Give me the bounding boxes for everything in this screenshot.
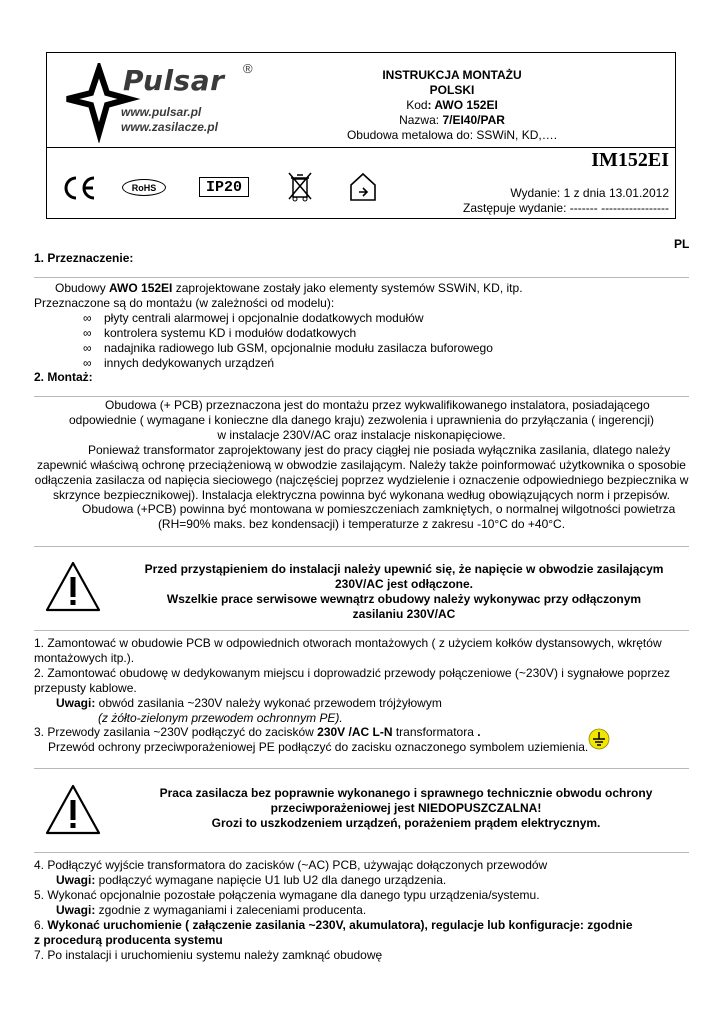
step7-line: 7. Po instalacji i uruchomieniu systemu należy zamknąć obudowę [34, 948, 383, 962]
step4-note [56, 873, 446, 888]
step2-line1: 2. Zamontować obudowę w dedykowanym miejscu i doprowadzić przewody połączeniowe (~230V) i sygnałowe poprzez [34, 666, 670, 680]
crossed-bin-weee-icon [287, 171, 313, 203]
warning2-line: Praca zasilacza bez poprawnie wykonanego i sprawnego technicznie obwodu ochrony [159, 786, 653, 800]
warning1-line: zasilaniu 230V/AC [352, 607, 456, 621]
step2-note [56, 696, 442, 711]
warning2-rule-bottom [34, 852, 689, 853]
logo-url-zasilacze: www.zasilacze.pl [121, 120, 218, 134]
step3-dot: . [477, 725, 481, 739]
language-code: PL [674, 237, 690, 251]
step2-note-italic: (z żółto-zielonym przewodem ochronnym PE). [98, 711, 343, 725]
section2-title: 2. Montaż: [34, 370, 93, 384]
name-value: 7/EI40/PAR [442, 113, 505, 127]
bullet-icon: ∞ [83, 311, 92, 325]
logo-registered-mark: ® [243, 61, 253, 76]
section2-line: Obudowa (+ PCB) przeznaczona jest do montażu przez wykwalifikowanego instalatora, posiadającego [105, 398, 650, 412]
step3-post: transformatora [392, 725, 478, 739]
edition-info: Wydanie: 1 z dnia 13.01.2012 [510, 186, 669, 200]
section2-line: Ponieważ transformator zaprojektowany jest do pracy ciągłej nie posiada wyłącznika zasilania, dlatego należy [88, 443, 671, 457]
list-item: kontrolera systemu KD i modułów dodatkowych [104, 326, 357, 340]
warning1-rule-bottom [34, 630, 689, 631]
section2-line: odpowiednie ( wymagane i konieczne dla danego kraju) zezwolenia i uprawnienia do przyłączania ( ingerencji) [69, 413, 654, 427]
section1-intro2: Przeznaczone są do montażu (w zależności od modelu): [34, 296, 335, 310]
step5-line: 5. Wykonać opcjonalnie pozostałe połączenia wymagane dla danego typu urządzenia/systemu. [34, 888, 540, 902]
section2-line: (RH=90% maks. bez kondensacji) i temperaturze z zakresu -10°C do +40°C. [157, 517, 566, 531]
note-label: Uwagi: [56, 903, 96, 917]
section2-line: odłączenia zasilacza od napięcia sieciowego (najczęściej poprzez wydzielenie i oznaczenie odpowiedniego bezpiecznika w [34, 473, 689, 487]
section2-line: w instalacje 230V/AC oraz instalacje niskonapięciowe. [217, 428, 506, 442]
header-code [262, 98, 642, 113]
section2-line: skrzynce bezpiecznikowej). Instalacja elektryczna powinna być wykonana według obowiązujących norm i przepisów. [53, 488, 670, 502]
section2-rule [34, 396, 689, 397]
warning2-line: przeciwporażeniowej jest NIEDOPUSZCZALNA! [270, 801, 542, 815]
list-item: płyty centrali alarmowej i opcjonalnie dodatkowych modułów [104, 311, 424, 325]
step2-line2: przepusty kablowe. [34, 681, 137, 695]
step4-line: 4. Podłączyć wyjście transformatora do zacisków (~AC) PCB, używając dołączonych przewodów [34, 858, 548, 872]
warning-triangle-icon [44, 560, 102, 614]
step3-line1 [34, 725, 481, 740]
header-title: INSTRUKCJA MONTAŻU [382, 68, 522, 82]
warning-triangle-icon [44, 783, 102, 837]
step3-line2: Przewód ochrony przeciwporażeniowej PE podłączyć do zacisku oznaczonego symbolem uziemienia. [48, 740, 589, 754]
product-code: AWO 152EI [109, 281, 173, 295]
code-label: Kod [406, 98, 428, 112]
name-label: Nazwa: [399, 113, 443, 127]
step6-number: 6. [34, 918, 48, 932]
step5-note [56, 903, 366, 918]
logo-brand: Pulsar [123, 64, 225, 97]
warning1-line: 230V/AC jest odłączone. [334, 577, 474, 591]
warning2-rule-top [34, 768, 689, 769]
step1-line2: montażowych itp.). [34, 651, 135, 665]
warning1-rule-top [34, 546, 689, 547]
section2-line: Obudowa (+PCB) powinna być montowana w pomieszczeniach zamkniętych, o normalnej wilgotności powietrza [82, 502, 676, 516]
bullet-icon: ∞ [83, 356, 92, 370]
step6-line1 [34, 918, 633, 933]
step3-pre: 3. Przewody zasilania ~230V podłączyć do zacisków [34, 725, 318, 739]
note-text: zgodnie z wymaganiami i zaleceniami producenta. [95, 903, 367, 917]
warning1-line: Przed przystąpieniem do instalacji należy upewnić się, że napięcie w obwodzie zasilającym [144, 562, 664, 576]
document-code: IM152EI [591, 149, 669, 171]
note-text: obwód zasilania ~230V należy wykonać przewodem trójżyłowym [95, 696, 442, 710]
indoor-use-house-icon [347, 171, 379, 203]
header-name [262, 113, 642, 128]
step6-text: Wykonać uruchomienie ( załączenie zasilania ~230V, akumulatora), regulacje lub konfiguracje: zgodnie [47, 918, 633, 932]
step3-terminals: 230V /AC L-N [317, 725, 393, 739]
header-language: POLSKI [429, 83, 475, 97]
logo-url-pulsar: www.pulsar.pl [121, 105, 202, 119]
note-text: podłączyć wymagane napięcie U1 lub U2 dla danego urządzenia. [95, 873, 447, 887]
intro-pre: Obudowy [55, 281, 110, 295]
section1-title: 1. Przeznaczenie: [34, 251, 134, 265]
intro-post: zaprojektowane zostały jako elementy systemów SSWiN, KD, itp. [172, 281, 523, 295]
code-value: : AWO 152EI [427, 98, 498, 112]
section1-intro [55, 281, 523, 296]
list-item: nadajnika radiowego lub GSM, opcjonalnie modułu zasilacza buforowego [104, 341, 493, 355]
step1-line1: 1. Zamontować w obudowie PCB w odpowiednich otworach montażowych ( z użyciem kołków dystansowych, wkrętów [34, 636, 662, 650]
note-label: Uwagi: [56, 873, 96, 887]
note-label: Uwagi: [56, 696, 96, 710]
ground-symbol-icon [588, 728, 610, 750]
section2-line: zapewnić właściwą ochronę przeciążeniową w obwodzie zasilającym. Należy także poinformować użytkownika o sposobie [37, 458, 686, 472]
bullet-icon: ∞ [83, 326, 92, 340]
step6-line2: z procedurą producenta systemu [34, 933, 223, 947]
bullet-icon: ∞ [83, 341, 92, 355]
document-header [46, 52, 676, 219]
replaces-edition: Zastępuje wydanie: ------- ----------------- [463, 201, 669, 215]
ce-mark-icon [61, 175, 97, 201]
list-item: innych dedykowanych urządzeń [104, 356, 275, 370]
section1-rule [34, 277, 689, 278]
header-divider [47, 147, 675, 148]
ip20-rating-badge: IP20 [199, 177, 249, 197]
warning2-line: Grozi to uszkodzeniem urządzeń, porażeniem prądem elektrycznym. [211, 816, 601, 830]
header-housing: Obudowa metalowa do: SSWiN, KD,…. [346, 128, 558, 142]
warning1-line: Wszelkie prace serwisowe wewnątrz obudowy należy wykonywac przy odłączonym [166, 592, 642, 606]
rohs-icon: RoHS [122, 179, 166, 196]
